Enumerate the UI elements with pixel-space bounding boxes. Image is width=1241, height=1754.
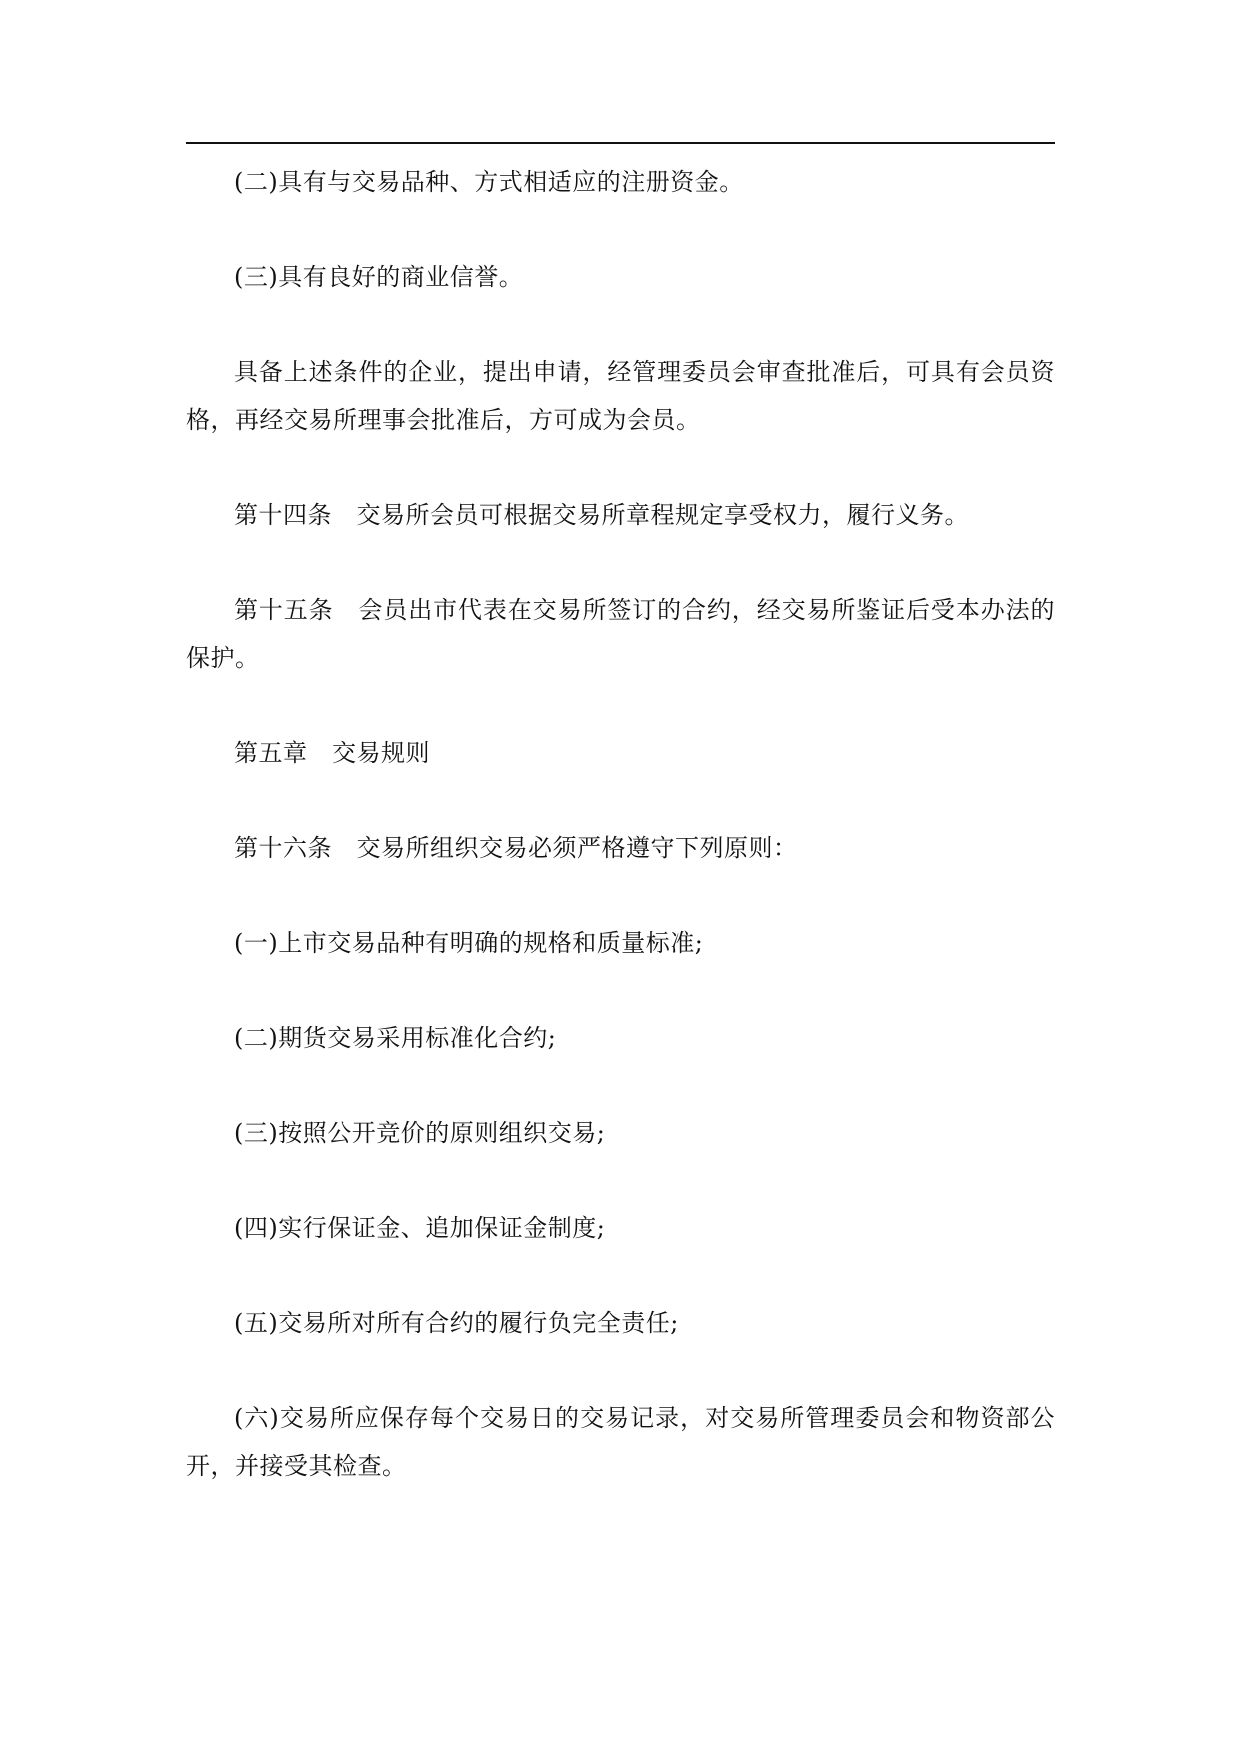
paragraph-business-reputation: (三)具有良好的商业信誉。 bbox=[234, 263, 524, 291]
paragraph-membership-qualification: 具备上述条件的企业，提出申请，经管理委员会审查批准后，可具有会员资格，再经交易所理事会批准后，方可成为会员。 bbox=[186, 358, 1055, 434]
paragraph-article-14: 第十四条 交易所会员可根据交易所章程规定享受权力，履行义务。 bbox=[234, 501, 969, 529]
list-item-principle-6: (六)交易所应保存每个交易日的交易记录，对交易所管理委员会和物资部公开，并接受其检查。 bbox=[186, 1404, 1055, 1480]
list-item-principle-4: (四)实行保证金、追加保证金制度; bbox=[234, 1214, 606, 1242]
list-item-principle-3: (三)按照公开竞价的原则组织交易; bbox=[234, 1119, 606, 1147]
list-item-principle-5: (五)交易所对所有合约的履行负完全责任; bbox=[234, 1309, 679, 1337]
header-rule bbox=[186, 142, 1055, 144]
list-item-principle-1: (一)上市交易品种有明确的规格和质量标准; bbox=[234, 929, 704, 957]
chapter-heading-5: 第五章 交易规则 bbox=[234, 739, 430, 767]
paragraph-article-16: 第十六条 交易所组织交易必须严格遵守下列原则： bbox=[234, 834, 798, 862]
paragraph-registered-capital: (二)具有与交易品种、方式相适应的注册资金。 bbox=[234, 168, 744, 196]
paragraph-article-15: 第十五条 会员出市代表在交易所签订的合约，经交易所鉴证后受本办法的保护。 bbox=[186, 596, 1055, 672]
list-item-principle-2: (二)期货交易采用标准化合约; bbox=[234, 1024, 557, 1052]
document-body bbox=[186, 158, 1055, 1537]
